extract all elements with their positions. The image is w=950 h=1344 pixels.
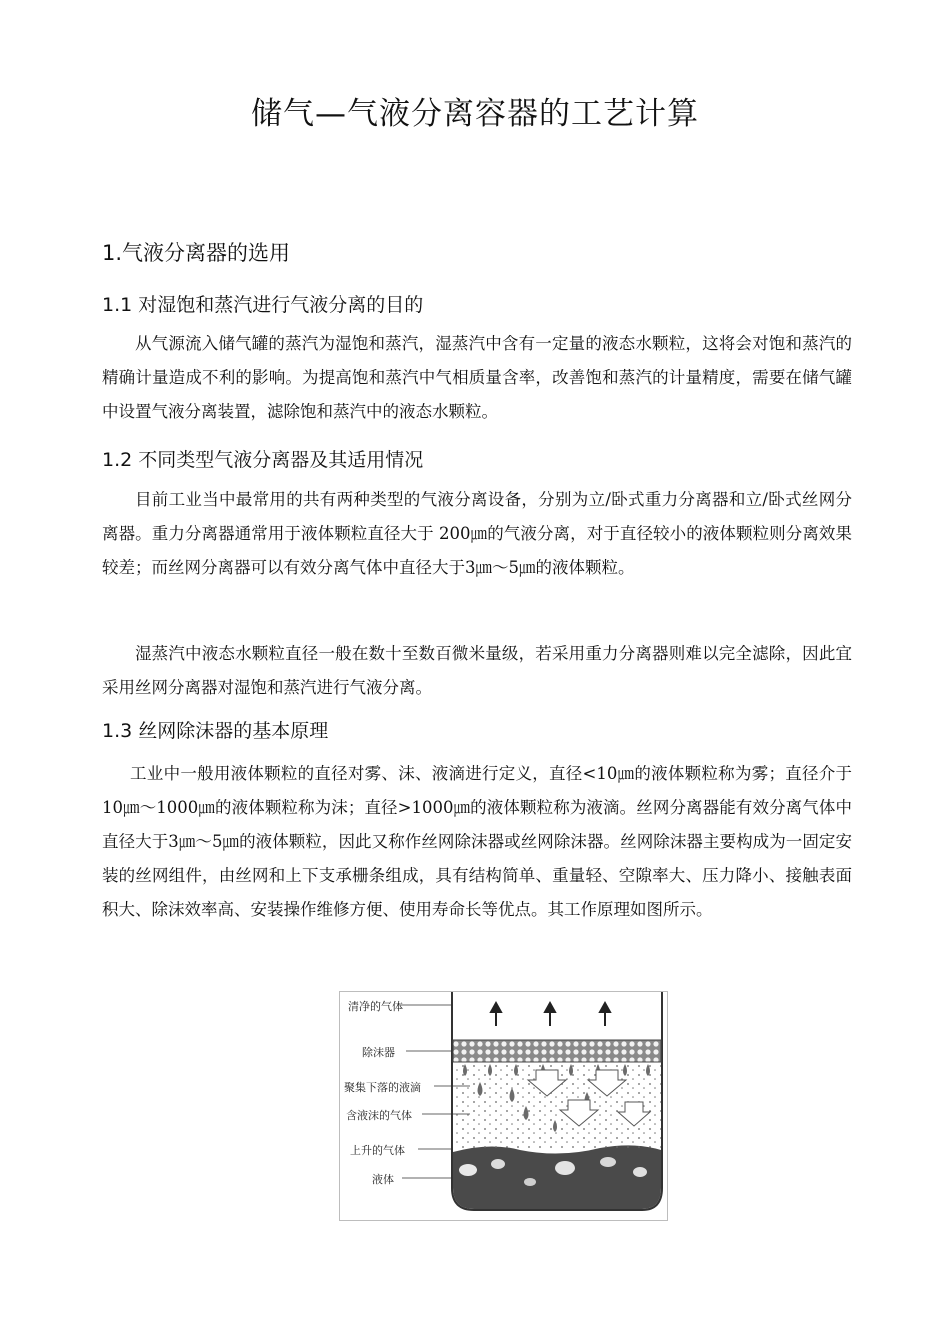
figure-label-falling-droplets: 聚集下落的液滴 <box>344 1081 421 1094</box>
liquid-region <box>453 1145 661 1209</box>
section-heading-1: 1.气液分离器的选用 <box>102 241 291 265</box>
figure-label-mist-gas: 含液沫的气体 <box>346 1109 412 1122</box>
clean-gas-arrows <box>491 1003 610 1026</box>
subsection-heading-1-1: 1.1 对湿饱和蒸汽进行气液分离的目的 <box>102 294 424 316</box>
paragraph-1-3: 工业中一般用液体颗粒的直径对雾、沫、液滴进行定义，直径<10㎛的液体颗粒称为雾；直径介于10㎛～1000㎛的液体颗粒称为沫；直径>1000㎛的液体颗粒称为液滴。丝网分离器能有效分离气体中直径大于3㎛～5㎛的液体颗粒，因此又称作丝网除沫器或丝网除沫器。丝网除沫器主要构成为一固定安装的丝网组件，由丝网和上下支承栅条组成，具有结构简单、重量轻、空隙率大、压力降小、接触表面积大、除沫效率高、安装操作维修方便、使用寿命长等优点。其工作原理如图所示。 <box>102 764 852 919</box>
demister-pad <box>453 1040 661 1062</box>
paragraph-1-2-b: 湿蒸汽中液态水颗粒直径一般在数十至数百微米量级，若采用重力分离器则难以完全滤除，因此宜采用丝网分离器对湿饱和蒸汽进行气液分离。 <box>102 644 852 697</box>
figure-label-demister: 除沫器 <box>362 1046 395 1059</box>
subsection-heading-1-2: 1.2 不同类型气液分离器及其适用情况 <box>102 449 424 471</box>
paragraph-1-1: 从气源流入储气罐的蒸汽为湿饱和蒸汽，湿蒸汽中含有一定量的液态水颗粒，这将会对饱和蒸汽的精确计量造成不利的影响。为提高饱和蒸汽中气相质量含率，改善饱和蒸汽的计量精度，需要在储气罐中设置气液分离装置，滤除饱和蒸汽中的液态水颗粒。 <box>102 334 852 421</box>
figure-label-rising-gas: 上升的气体 <box>350 1144 405 1157</box>
demister-diagram <box>339 991 668 1221</box>
subsection-heading-1-3: 1.3 丝网除沫器的基本原理 <box>102 720 329 742</box>
document-title: 储气—气液分离容器的工艺计算 <box>251 96 699 132</box>
paragraph-1-2-a: 目前工业当中最常用的共有两种类型的气液分离设备，分别为立/卧式重力分离器和立/卧式丝网分离器。重力分离器通常用于液体颗粒直径大于 200㎛的气液分离，对于直径较小的液体颗粒则分离效果较差；而丝网分离器可以有效分离气体中直径大于3㎛～5㎛的液体颗粒。 <box>102 490 852 577</box>
figure-label-liquid: 液体 <box>372 1173 394 1186</box>
figure-label-clean-gas: 清净的气体 <box>348 1000 403 1013</box>
